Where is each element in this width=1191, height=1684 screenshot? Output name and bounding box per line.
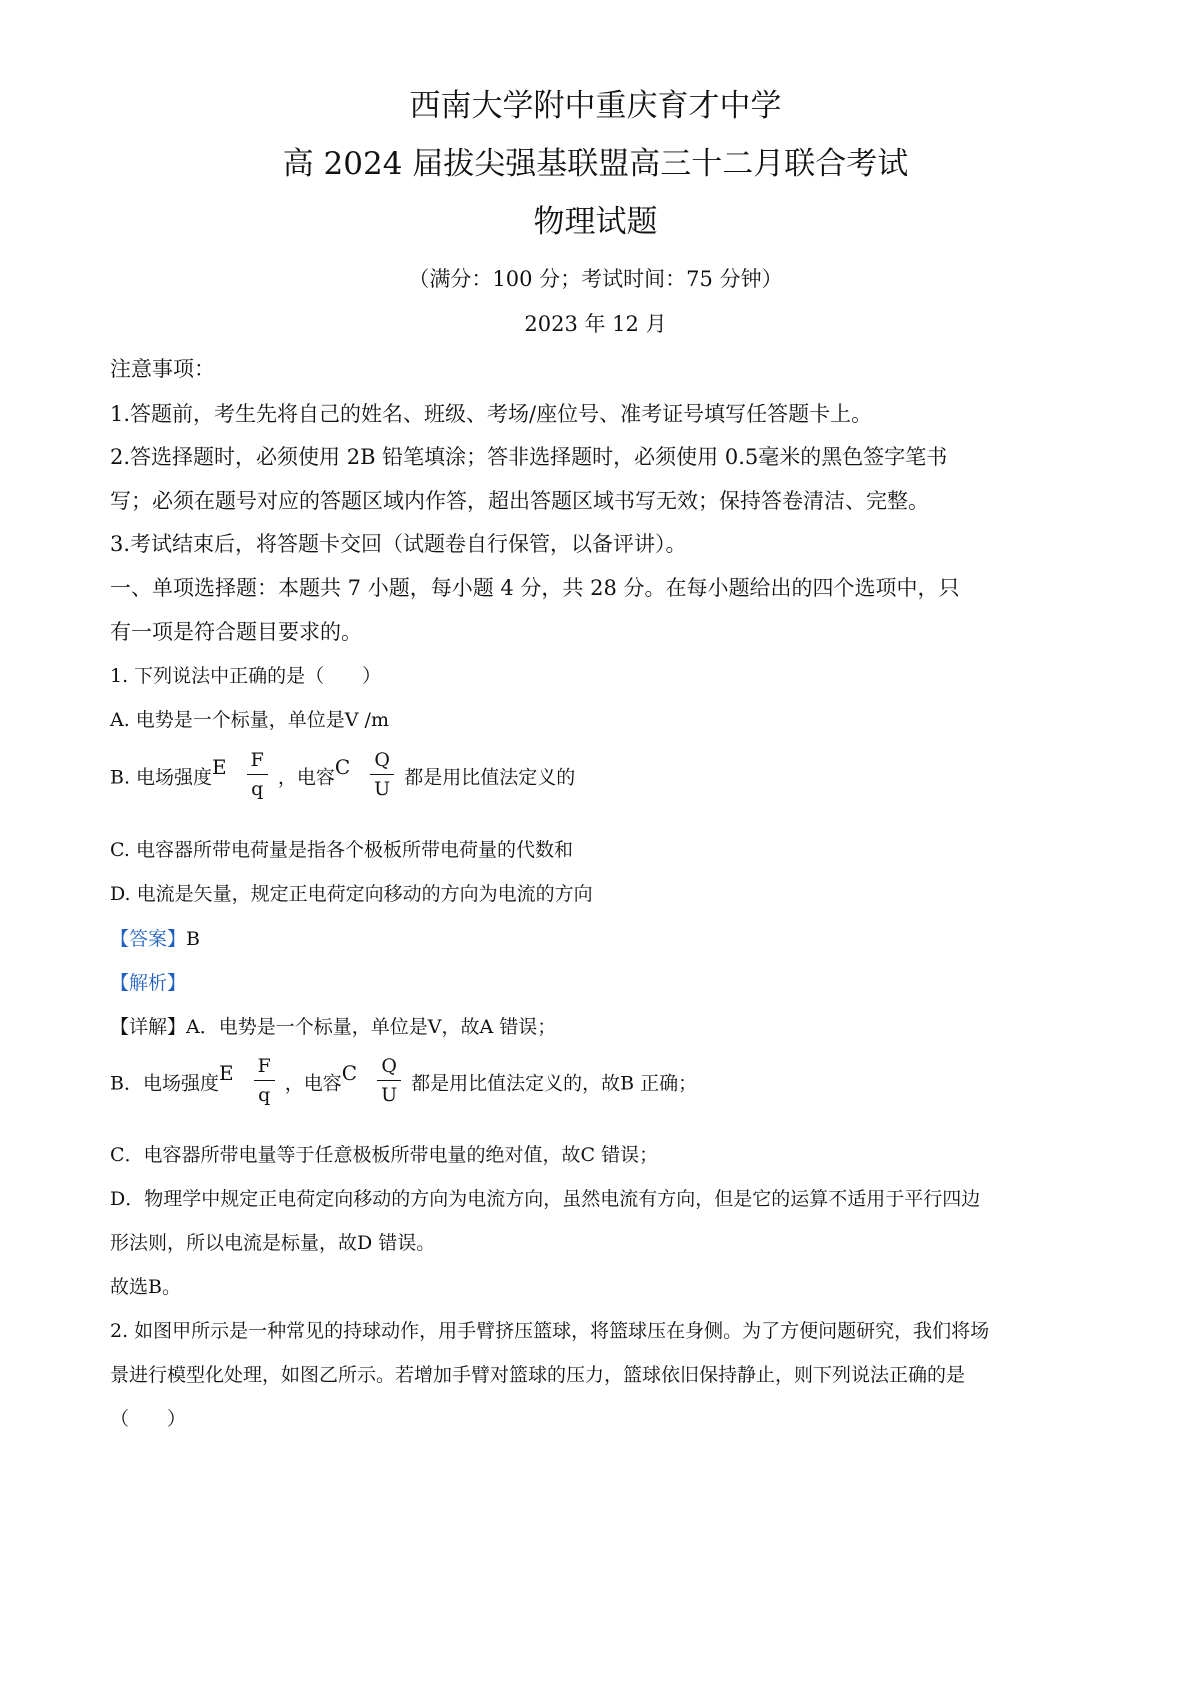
conclusion: 故选B。 [110, 1276, 181, 1298]
answer-tag: 【答案】 [110, 928, 187, 950]
section1-line2: 有一项是符合题目要求的。 [110, 620, 362, 644]
exam-meta: （满分：100 分；考试时间：75 分钟） [408, 267, 783, 291]
detail-c: C．电容器所带电量等于任意极板所带电量的绝对值，故C 错误； [110, 1144, 659, 1166]
detail-a-line [110, 1013, 1090, 1041]
q1-option-a: A. 电势是一个标量，单位是V /m [110, 709, 389, 731]
q2-line3: （ ） [110, 1408, 187, 1430]
answer-value: B [186, 928, 200, 950]
fraction-denominator: q [258, 1084, 271, 1106]
fraction-numerator: Q [374, 749, 390, 771]
notice-item-1: 1.答题前，考生先将自己的姓名、班级、考场/座位号、准考证号填写任答题卡上。 [110, 402, 873, 426]
detail-d-line2: 形法则，所以电流是标量，故D 错误。 [110, 1232, 436, 1254]
exam-date: 2023 年 12 月 [524, 312, 667, 336]
notice-item-2b: 写；必须在题号对应的答题区域内作答，超出答题区域书写无效；保持答卷清洁、完整。 [110, 489, 929, 513]
symbol-c: C [341, 1060, 358, 1085]
fraction-bar [247, 774, 268, 775]
q1-option-b-suffix: 都是用比值法定义的 [404, 766, 576, 789]
q1-option-b-prefix: B. 电场强度 [110, 766, 213, 789]
detail-b-suffix: 都是用比值法定义的，故B 正确； [411, 1072, 698, 1095]
detail-a: A．电势是一个标量，单位是V，故A 错误； [186, 1016, 557, 1038]
notice-heading: 注意事项： [110, 357, 215, 381]
detail-b-prefix: B．电场强度 [110, 1072, 219, 1095]
q1-option-d: D. 电流是矢量，规定正电荷定向移动的方向为电流的方向 [110, 883, 593, 905]
fraction-denominator: U [381, 1084, 398, 1106]
fraction-q-over-u [370, 748, 394, 801]
analysis-line [110, 969, 1090, 997]
exam-title: 高 2024 届拔尖强基联盟高三十二月联合考试 [282, 146, 909, 182]
fraction-numerator: F [257, 1055, 271, 1077]
detail-tag: 【详解】 [110, 1016, 187, 1038]
section1-line1: 一、单项选择题：本题共 7 小题，每小题 4 分，共 28 分。在每小题给出的四个选项中，只 [110, 576, 960, 600]
fraction-bar [377, 1080, 401, 1081]
q1-stem: 1. 下列说法中正确的是（ ） [110, 665, 382, 687]
fraction-denominator: q [251, 778, 264, 800]
q1-option-b [110, 749, 1090, 805]
fraction-f-over-q [247, 748, 268, 801]
notice-item-2a: 2.答选择题时，必须使用 2B 铅笔填涂；答非选择题时，必须使用 0.5毫米的黑色签字笔书 [110, 445, 948, 469]
answer-line [110, 925, 1090, 953]
symbol-c: C [334, 754, 351, 779]
q2-line1: 2. 如图甲所示是一种常见的持球动作，用手臂挤压篮球，将篮球压在身侧。为了方便问题研究，我们将场 [110, 1320, 990, 1342]
fraction-bar [254, 1080, 275, 1081]
fraction-numerator: Q [381, 1055, 397, 1077]
detail-b-mid: ，电容 [284, 1072, 342, 1095]
school-title: 西南大学附中重庆育才中学 [409, 88, 782, 124]
detail-d-line1: D．物理学中规定正电荷定向移动的方向为电流方向，虽然电流有方向，但是它的运算不适用于平行四边 [110, 1188, 981, 1210]
detail-b-line [110, 1055, 1090, 1111]
fraction-denominator: U [374, 778, 391, 800]
fraction-q-over-u [377, 1054, 401, 1107]
fraction-numerator: F [250, 749, 264, 771]
q1-option-b-mid: ，电容 [277, 766, 335, 789]
symbol-e: E [218, 1060, 234, 1085]
fraction-bar [370, 774, 394, 775]
q1-option-c: C. 电容器所带电荷量是指各个极板所带电荷量的代数和 [110, 839, 573, 861]
analysis-tag: 【解析】 [110, 972, 187, 994]
fraction-f-over-q [254, 1054, 275, 1107]
symbol-e: E [212, 754, 227, 779]
q2-line2: 景进行模型化处理，如图乙所示。若增加手臂对篮球的压力，篮球依旧保持静止，则下列说法正确的是 [110, 1364, 966, 1386]
subject-title: 物理试题 [533, 204, 658, 240]
notice-item-3: 3.考试结束后，将答题卡交回（试题卷自行保管，以备评讲）。 [110, 532, 687, 556]
